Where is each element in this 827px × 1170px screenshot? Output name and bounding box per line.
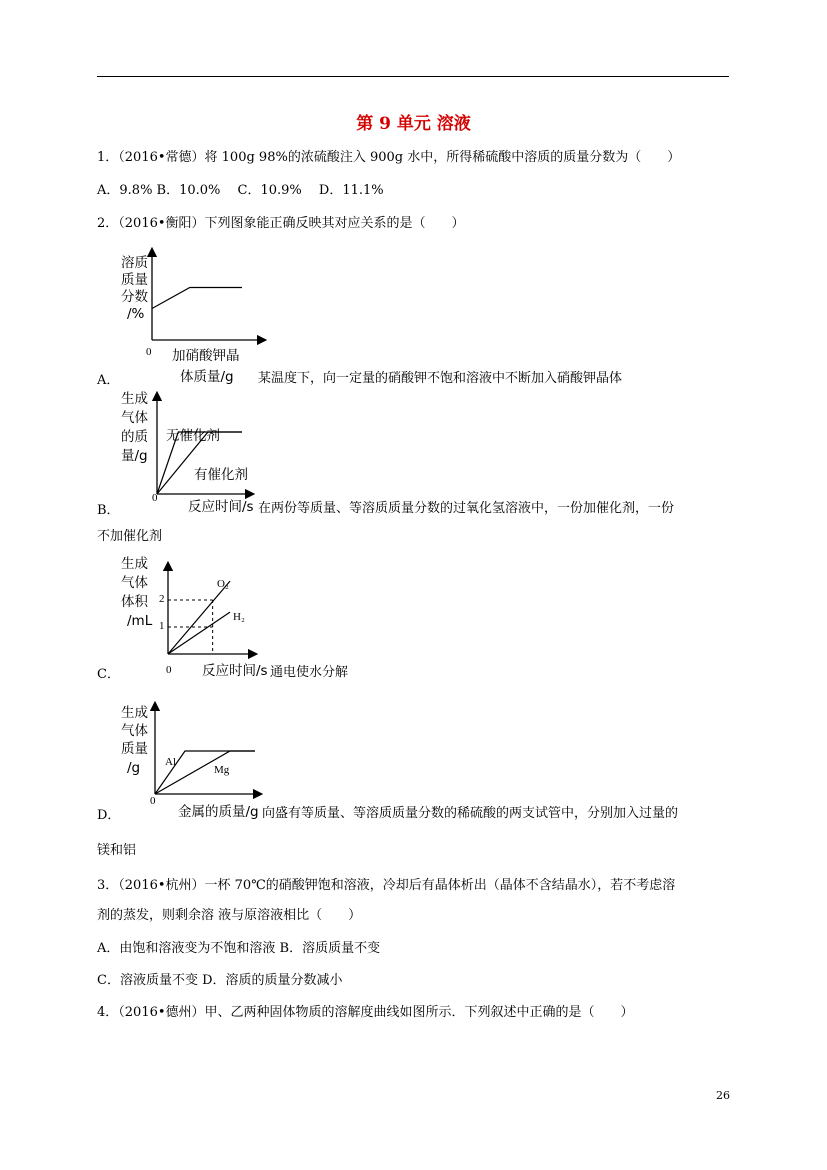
graph-b-ylabel-4: 量/g xyxy=(121,448,148,464)
option-b-letter: B． xyxy=(97,503,120,518)
q3-options-cd: C．溶液质量不变 D．溶质的质量分数减小 xyxy=(97,973,343,988)
graph-d-ylabel-1: 生成 xyxy=(121,705,148,721)
graph-c-line1-label: O₂ xyxy=(217,578,229,590)
q2-stem: 2．（2016•衡阳）下列图象能正确反映其对应关系的是（ ） xyxy=(97,216,465,231)
graph-c-origin: 0 xyxy=(166,664,172,676)
graph-b-ylabel-3: 的质 xyxy=(121,429,148,445)
q1-stem: 1．（2016•常德）将 100g 98%的浓硫酸注入 900g 水中，所得稀硫酸中溶质的质量分数为（ ） xyxy=(97,150,681,165)
graph-a-ylabel-1: 溶质 xyxy=(121,255,148,271)
graph-a-series-line xyxy=(152,288,242,309)
graph-b-ylabel-1: 生成 xyxy=(121,391,148,407)
graph-a-ylabel-2: 质量 xyxy=(121,272,148,288)
option-b-desc-1: 在两份等质量、等溶质质量分数的过氧化氢溶液中，一份加催化剂，一份 xyxy=(258,501,675,516)
header-rule xyxy=(97,76,729,77)
graph-d-ylabel-2: 气体 xyxy=(121,723,148,739)
graph-a-ylabel-3: 分数 xyxy=(121,289,148,305)
graph-c-ylabel-4: /mL xyxy=(127,613,153,629)
option-d-desc-1: 向盛有等质量、等溶质质量分数的稀硫酸的两支试管中，分别加入过量的 xyxy=(262,806,679,821)
page-number: 26 xyxy=(716,1089,730,1102)
q1-options: A．9.8% B．10.0% C．10.9% D．11.1% xyxy=(97,183,384,198)
graph-c-ylabel-1: 生成 xyxy=(121,556,148,572)
graph-d-line1-label: Al xyxy=(165,756,176,768)
q3-options-ab: A．由饱和溶液变为不饱和溶液 B．溶质质量不变 xyxy=(97,941,381,956)
graph-c-ylabel-3: 体积 xyxy=(121,594,148,610)
graph-b-line1-label: 无催化剂 xyxy=(166,428,220,444)
graph-d-plot xyxy=(148,700,263,800)
q3-stem-2: 剂的蒸发，则剩余溶 液与原溶液相比（ ） xyxy=(97,908,362,923)
option-a-letter: A． xyxy=(97,373,120,388)
graph-b-line2-label: 有催化剂 xyxy=(194,467,248,483)
graph-c-series-o2 xyxy=(168,581,230,654)
page-title: 第 9 单元 溶液 xyxy=(356,114,471,134)
graph-c-ylabel-2: 气体 xyxy=(121,575,148,591)
option-a-desc: 某温度下，向一定量的硝酸钾不饱和溶液中不断加入硝酸钾晶体 xyxy=(258,371,623,386)
option-c-letter: C． xyxy=(97,667,120,682)
option-d-letter: D． xyxy=(97,808,121,823)
graph-d-ylabel-3: 质量 xyxy=(121,741,148,757)
graph-a-origin: 0 xyxy=(146,346,152,358)
graph-c-line2-label: H₂ xyxy=(233,611,245,623)
option-d-desc-2: 镁和铝 xyxy=(97,843,137,858)
graph-c-xlabel: 反应时间/s xyxy=(202,663,268,679)
graph-b-xlabel: 反应时间/s xyxy=(188,499,254,515)
q3-stem-1: 3．（2016•杭州）一杯 70℃的硝酸钾饱和溶液，冷却后有晶体析出（晶体不含结晶水），若不考虑溶 xyxy=(97,878,676,893)
graph-d-xlabel: 金属的质量/g xyxy=(178,804,259,820)
option-c-desc: 通电使水分解 xyxy=(270,665,349,680)
graph-d-ylabel-4: /g xyxy=(127,760,141,776)
graph-a-xlabel-2: 体质量/g xyxy=(180,369,234,385)
graph-a-xlabel-1: 加硝酸钾晶 xyxy=(172,348,240,364)
graph-c-plot xyxy=(161,560,261,660)
graph-d-line2-label: Mg xyxy=(214,764,230,776)
graph-c-tick-1: 1 xyxy=(159,620,165,632)
graph-d-origin: 0 xyxy=(150,795,156,807)
graph-b-ylabel-2: 气体 xyxy=(121,410,148,426)
graph-b-origin: 0 xyxy=(152,492,158,504)
graph-a-ylabel-4: /% xyxy=(127,306,145,322)
graph-a-plot xyxy=(145,246,275,346)
option-b-desc-2: 不加催化剂 xyxy=(97,529,163,544)
q4-stem: 4．（2016•德州）甲、乙两种固体物质的溶解度曲线如图所示．下列叙述中正确的是（ ） xyxy=(97,1005,634,1020)
graph-c-tick-2: 2 xyxy=(159,593,165,605)
